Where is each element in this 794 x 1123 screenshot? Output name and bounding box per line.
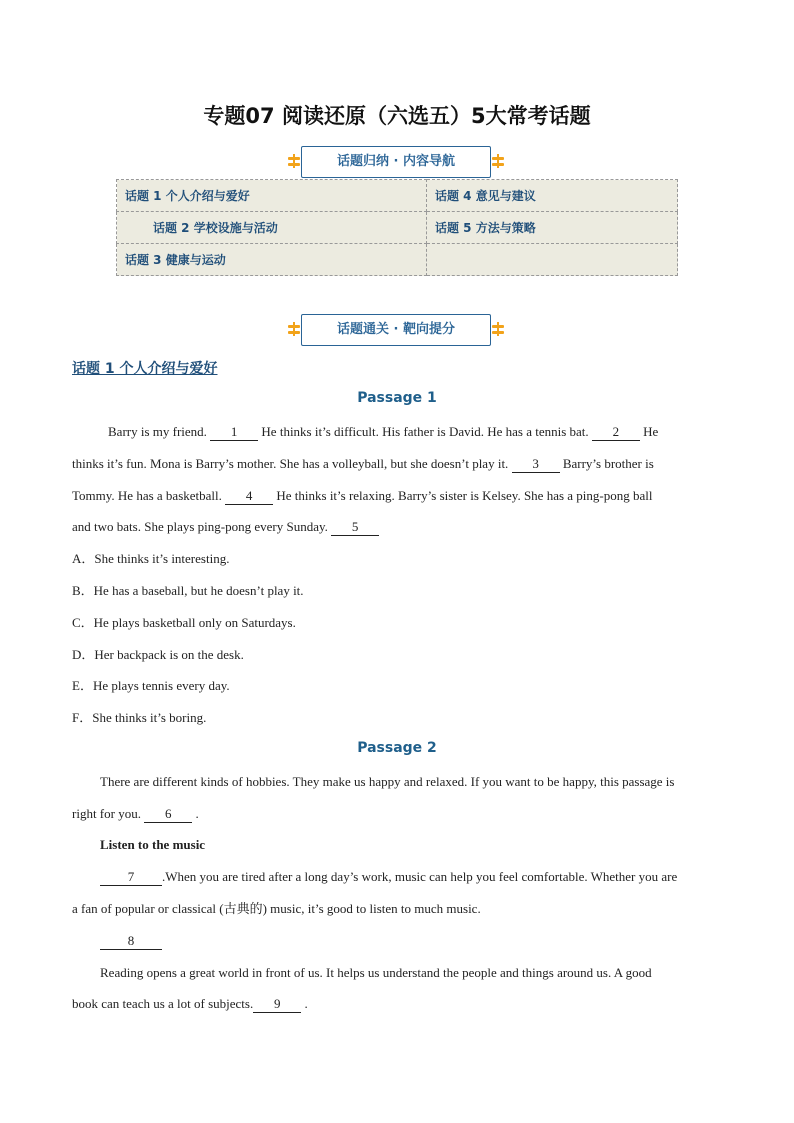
blank-6: 6 [144, 806, 192, 823]
blank-7: 7 [100, 869, 162, 886]
topic-5-link[interactable]: 话题 5 方法与策略 [427, 212, 678, 244]
option-b: B．He has a baseball, but he doesn’t play it. [72, 583, 304, 598]
passage-1-line-1: Barry is my friend. 1 He thinks it’s difficult. His father is David. He has a tennis bat. 2 He [108, 424, 659, 439]
option-e: E．He plays tennis every day. [72, 678, 230, 693]
section-heading-topic-1[interactable]: 话题 1 个人介绍与爱好 [72, 361, 218, 377]
decor-icon [288, 155, 300, 167]
topic-1-link[interactable]: 话题 1 个人介绍与爱好 [117, 180, 427, 212]
passage-2-line-4: a fan of popular or classical (古典的) music, it’s good to listen to much music. [72, 901, 481, 916]
blank-9: 9 [253, 996, 301, 1013]
blank-2: 2 [592, 424, 640, 441]
topic-table [116, 179, 678, 276]
page-title: 专题07 阅读还原（六选五）5大常考话题 [203, 104, 591, 128]
passage-1-title: Passage 1 [357, 390, 437, 406]
passage-2-line-3: 7 .When you are tired after a long day’s work, music can help you feel comfortable. Whether you are [72, 867, 750, 887]
nav-banner-label: 话题归纳 · 内容导航 [337, 154, 455, 169]
topic-2-link[interactable]: 话题 2 学校设施与活动 [117, 212, 427, 244]
passage-2-title: Passage 2 [357, 740, 437, 756]
blank-5: 5 [331, 519, 379, 536]
option-c: C．He plays basketball only on Saturdays. [72, 615, 296, 630]
passage-2-line-7: book can teach us a lot of subjects. 9 . [72, 996, 308, 1011]
blank-3: 3 [512, 456, 560, 473]
practice-banner-label: 话题通关 · 靶向提分 [337, 322, 455, 337]
nav-banner [301, 146, 491, 178]
option-f: F．She thinks it’s boring. [72, 710, 207, 725]
passage-1-line-3: Tommy. He has a basketball. 4 He thinks it’s relaxing. Barry’s sister is Kelsey. She has a ping-pong ball [72, 488, 653, 503]
topic-4-link[interactable]: 话题 4 意见与建议 [427, 180, 678, 212]
passage-1-line-4: and two bats. She plays ping-pong every Sunday. 5 [72, 517, 722, 537]
option-a: A．She thinks it’s interesting. [72, 551, 230, 566]
practice-banner [301, 314, 491, 346]
empty-cell [427, 244, 678, 276]
option-d: D．Her backpack is on the desk. [72, 647, 244, 662]
topic-3-link[interactable]: 话题 3 健康与运动 [117, 244, 427, 276]
blank-1: 1 [210, 424, 258, 441]
passage-2-line-5 [72, 931, 750, 951]
decor-icon [492, 155, 504, 167]
passage-1-line-2: thinks it’s fun. Mona is Barry’s mother. She has a volleyball, but she doesn’t play it. 3 Barry’s brother is [72, 456, 654, 471]
blank-4: 4 [225, 488, 273, 505]
blank-8: 8 [100, 933, 162, 950]
passage-2-line-1: There are different kinds of hobbies. They make us happy and relaxed. If you want to be happy, this passage is [100, 774, 675, 789]
passage-2-line-6: Reading opens a great world in front of us. It helps us understand the people and things around us. A good [100, 965, 652, 980]
passage-2-line-2: right for you. 6 . [72, 806, 199, 821]
decor-icon [492, 323, 504, 335]
passage-2-subheading: Listen to the music [100, 837, 206, 852]
decor-icon [288, 323, 300, 335]
